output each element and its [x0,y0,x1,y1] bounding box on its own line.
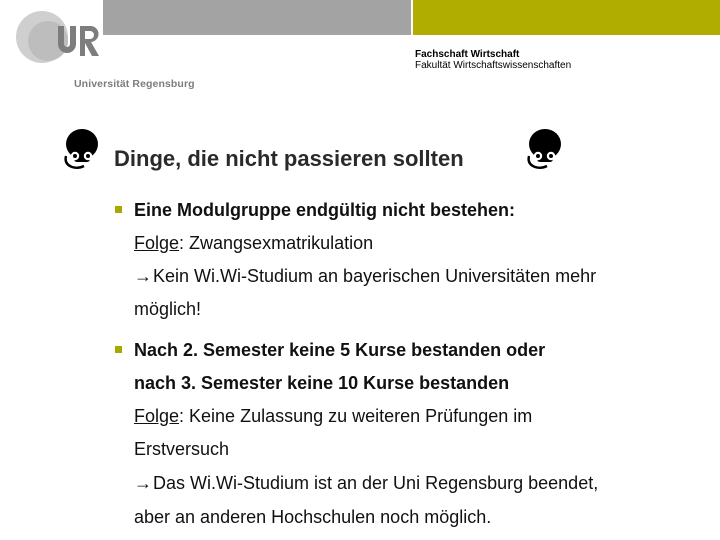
bullet2-consequence [134,473,598,494]
bullet2-consequence-cont: aber an anderen Hochschulen noch möglich. [134,507,492,527]
consequence-text: Das Wi.Wi-Studium ist an der Uni Regensburg beendet, [153,473,599,493]
bullet2-heading-line2: nach 3. Semester keine 10 Kurse bestanden [134,373,510,393]
bullet1-heading: Eine Modulgruppe endgültig nicht bestehen: [134,200,515,220]
consequence-text: Kein Wi.Wi-Studium an bayerischen Universitäten mehr [153,266,597,286]
org-faculty: Fakultät Wirtschaftswissenschaften [415,60,572,71]
logo-text: Universität Regensburg [74,78,195,90]
folge-label: Folge [134,406,180,426]
folge-label: Folge [134,233,180,253]
arrow-right-icon: → [134,473,152,493]
bullet-marker [115,346,122,353]
arrow-right-icon: → [134,266,152,286]
folge-text: : Keine Zulassung zu weiteren Prüfungen im [179,406,533,426]
slide-title: Dinge, die nicht passieren sollten [114,146,464,171]
bullet2-folge-cont: Erstversuch [134,439,230,459]
bullet1-consequence-cont: möglich! [134,299,202,319]
bullet2-heading-line1: Nach 2. Semester keine 5 Kurse bestanden oder [134,340,546,360]
org-name: Fachschaft Wirtschaft [415,49,520,60]
bullet1-consequence [134,266,596,287]
bullet1-folge [134,233,373,254]
bullet2-folge [134,406,532,427]
folge-text: : Zwangsexmatrikulation [179,233,374,253]
bullet-marker [115,206,122,213]
